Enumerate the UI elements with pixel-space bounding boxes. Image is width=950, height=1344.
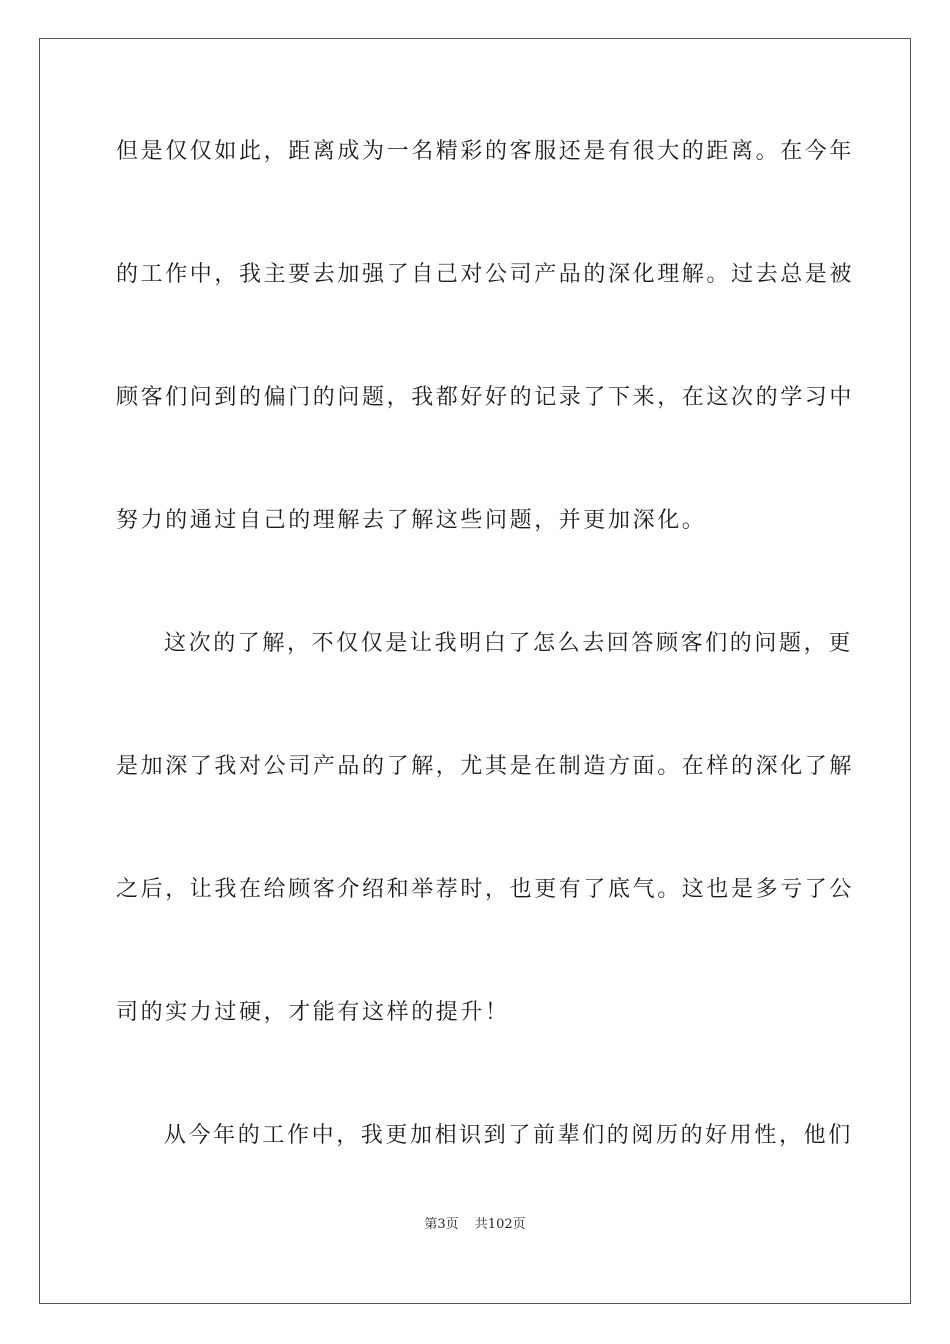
page-number-current: 第3页 xyxy=(424,1217,459,1232)
body-text-line: 但是仅仅如此，距离成为一名精彩的客服还是有很大的距离。在今年 xyxy=(116,139,855,164)
paragraph-first-line: 从今年的工作中，我更加相识到了前辈们的阅历的好用性，他们 xyxy=(164,1123,853,1148)
body-text-line: 顾客们问到的偏门的问题，我都好好的记录了下来，在这次的学习中 xyxy=(116,385,855,410)
page-frame xyxy=(39,38,911,1304)
page-number-total: 共102页 xyxy=(474,1217,526,1232)
body-text-line: 司的实力过硬，才能有这样的提升！ xyxy=(116,1000,510,1025)
body-text-line: 是加深了我对公司产品的了解，尤其是在制造方面。在样的深化了解 xyxy=(116,754,855,779)
body-text-line: 努力的通过自己的理解去了解这些问题，并更加深化。 xyxy=(116,508,707,533)
page-footer xyxy=(0,1216,950,1234)
body-text-line: 的工作中，我主要去加强了自己对公司产品的深化理解。过去总是被 xyxy=(116,262,855,287)
paragraph-first-line: 这次的了解，不仅仅是让我明白了怎么去回答顾客们的问题，更 xyxy=(164,631,853,656)
body-text-line: 之后，让我在给顾客介绍和举荐时，也更有了底气。这也是多亏了公 xyxy=(116,877,855,902)
